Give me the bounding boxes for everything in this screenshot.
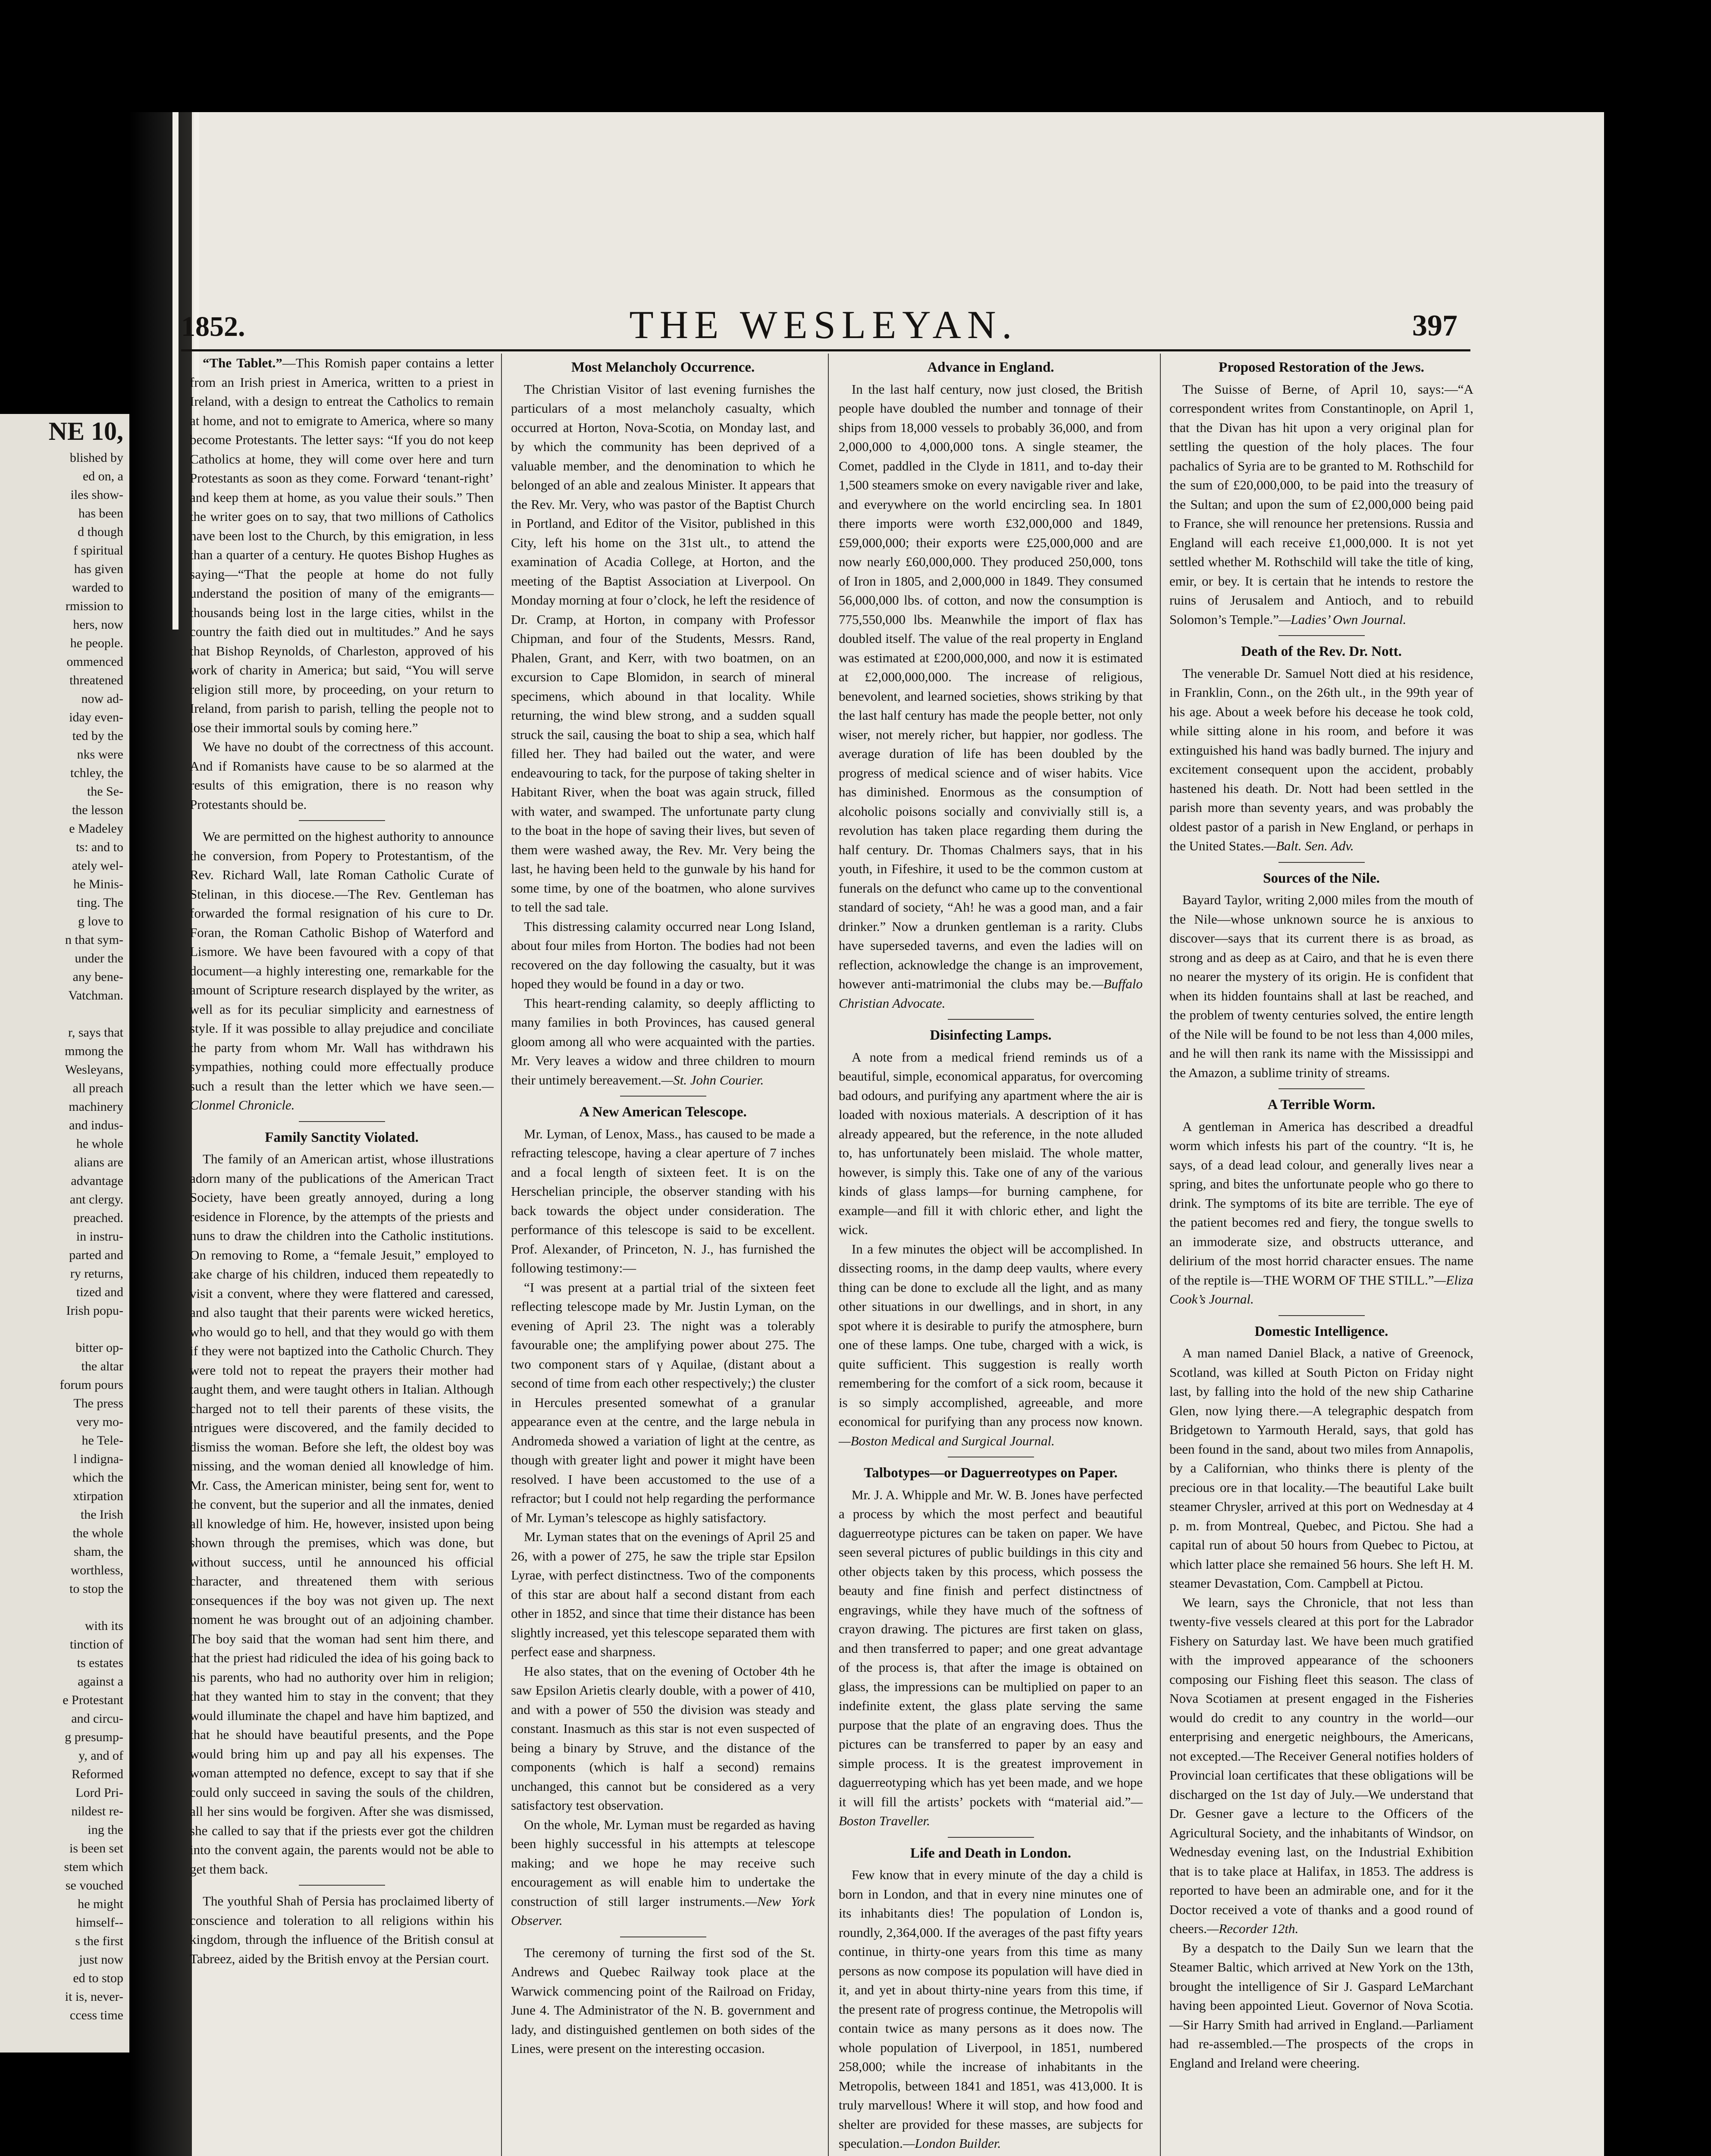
fragment-line: which the [72, 1470, 123, 1485]
fragment-line: and circu- [71, 1711, 123, 1726]
fragment-line: sham, the [74, 1545, 123, 1559]
fragment-line: blished by [69, 451, 123, 465]
paragraph: A note from a medical friend reminds us of a beautiful, simple, economical apparatus, for overcoming bad odours, and purifying any apartment where the air is loaded with noxious materials. A description of it has already appeared, but the reference, in the note alluded to, has unfortunately been mislaid. The whole matter, however, is simply this. Take one of any of the various kinds of glass lamps—for burning camphene, for example—and fill it with chloric ether, and light the wick. [839, 1049, 1143, 1237]
article-heading: Death of the Rev. Dr. Nott. [1241, 644, 1402, 659]
fragment-line: e Madeley [69, 821, 123, 836]
paragraph: Few know that in every minute of the day a child is born in London, and that in every nine minutes one of its inhabitants dies! The population of London is, roundly, 2,364,000. If the averages of the past fifty years continue, in thirty-one years from this time as many persons as now compose its population will have died in it, and yet in about thirty-nine years from this time, if the present rate of progress continue, the Metropolis will contain twice as many persons as it does now. The whole population of Liverpool, in 1851, numbered 258,000; while the increase of inhabitants in the Metropolis, between 1841 and 1851, was 413,000. It is truly marvellous! Where it will stop, and how food and shelter are provided for these masses, are subjects for speculation.—London Builder. [839, 1867, 1143, 2151]
fragment-line [0, 1320, 129, 1338]
fragment-line: ately wel- [72, 859, 123, 873]
fragment-line: hers, now [73, 617, 123, 632]
fragment-line: ry returns, [70, 1266, 123, 1281]
paragraph: “I was present at a partial trial of the sixteen feet reflecting telescope made by Mr. Justin Lyman, on the evening of April 23. The night was a tolerably favourable one; the amplifying power about 275. The two component stars of γ Aquilae, (distant about a second of time from each other respectively;) the cluster in Hercules presented somewhat of a granular appearance even at the centre, and the large nebula in Andromeda showed a variation of light at the centre, as though with greater light and power it might have been resolved. I have been accustomed to the use of a refractor; but I could not help regarding the performance of Mr. Lyman’s telescope as highly satisfactory. [511, 1279, 815, 1525]
fragment-line: parted and [69, 1248, 123, 1262]
masthead-rule [181, 349, 1470, 351]
fragment-line: ed to stop [73, 1971, 123, 1985]
fragment-line: now ad- [81, 692, 123, 706]
fragment-line: mmong the [65, 1044, 123, 1058]
fragment-line: threatened [69, 673, 123, 687]
article-heading: Domestic Intelligence. [1254, 1323, 1388, 1339]
divider [299, 1121, 385, 1122]
paragraph: The family of an American artist, whose illustrations adorn many of the publications of the American Tract Society, have been greatly annoyed, during a long residence in Florence, by the attempts of the priests and nuns to draw the children into the Catholic institutions. On removing to Rome, a “female Jesuit,” employed to take charge of his children, induced them repeatedly to visit a convent, where they were flattered and caressed, and also taught that their parents were wicked heretics, who would go to hell, and that they would go with them if they were not baptized into the Catholic Church. They were told not to repeat the prayers their mother had taught them, and were taught others in Italian. Although charged not to tell their parents of these visits, the intrigues were discovered, and the family decided to dismiss the woman. Before she left, the oldest boy was missing, and the woman denied all knowledge of him. Mr. Cass, the American minister, being sent for, went to the convent, but the superior and all the inmates, denied all knowledge of him. He, however, insisted upon being shown through the premises, which was done, but without success, until he announced his official character, and threatened them with serious consequences if the boy was not given up. The next moment he was brought out of an adjoining chamber. The boy said that the woman had sent him there, and that the priest had ridiculed the idea of his going back to his parents, who had no authority over him in religion; that they wanted him to stay in the convent; that they would illuminate the chapel and have him baptized, and that he should have beautiful presents, and the Pope would bring him up and pay all his expenses. The woman attempted no defence, except to say that if she could only succeed in saving the souls of the children, all her sins would be forgiven. After she was dismissed, she called to say that if the priests ever got the children into the convent again, the parents would not be able to get them back. [190, 1151, 494, 1877]
divider [948, 1019, 1034, 1020]
fragment-header: NE 10, [48, 417, 123, 445]
fragment-line: machinery [69, 1100, 123, 1114]
paragraph: In a few minutes the object will be accomplished. In dissecting rooms, in the damp deep vaults, where every thing can be done to exclude all the light, and as many other situations in our dwellings, and in short, in any spot where it is desirable to purify the atmosphere, burn one of these lamps. One tube, charged with a wick, is quite sufficient. This suggestion is really worth remembering for the comfort of a sick room, because it is so simply accomplished, agreeable, and more economical for purifying than any process now known.—Boston Medical and Surgical Journal. [839, 1241, 1143, 1448]
fragment-line: tchley, the [70, 766, 123, 780]
fragment-line: alians are [74, 1155, 123, 1169]
fragment-line: Lord Pri- [75, 1786, 123, 1800]
fragment-line: l indigna- [73, 1452, 123, 1466]
column-rule [828, 354, 829, 2156]
fragment-line: ommenced [66, 655, 123, 669]
article-lead-title: “The Tablet.” [203, 355, 282, 370]
fragment-line: ing the [88, 1823, 123, 1837]
fragment-line: y, and of [78, 1749, 123, 1763]
fragment-line: forum pours [60, 1378, 123, 1392]
issue-year: 1852. [181, 311, 245, 342]
fragment-line: n that sym- [65, 933, 123, 947]
fragment-line: he might [78, 1897, 123, 1911]
paragraph: We learn, says the Chronicle, that not less than twenty-five vessels cleared at this port for the Labrador Fishery on Saturday last. We have been much gratified with the improved appearance of the schooners composing our Fishing fleet this season. The class of Nova Scotiamen at present engaged in the Fisheries would do credit to any country in the world—our enterprising and energetic neighbours, the Americans, not excepted.—The Receiver General notifies holders of Provincial loan certificates that these obligations will be discharged on the 1st day of July.—We understand that Dr. Gesner gave a lecture to the Officers of the Agricultural Society, and the inhabitants of Windsor, on Wednesday evening last, on the Industrial Exhibition that is to take place at Halifax, in 1853. The address is reported to have been an admirable one, and for it the Doctor received a vote of thanks and a good round of cheers.—Recorder 12th. [1169, 1595, 1473, 1936]
fragment-line: se vouched [65, 1878, 123, 1893]
fragment-line: in instru- [76, 1229, 123, 1244]
fragment-line: s the first [75, 1934, 123, 1948]
article-heading: Sources of the Nile. [1263, 870, 1380, 886]
fragment-line: f spiritual [73, 543, 123, 558]
paragraph: The ceremony of turning the first sod of the St. Andrews and Quebec Railway took place at the Warwick commencing point of the Railroad on Friday, June 4. The Administrator of the N. B. government and lady, and distinguished gentlemen on both sides of the Lines, were present on the interesting occasion. [511, 1945, 815, 2056]
fragment-line: r, says that [68, 1025, 123, 1040]
fragment-line: rmission to [65, 599, 123, 613]
paragraph: The Christian Visitor of last evening furnishes the particulars of a most melancholy casualty, which occurred at Horton, Nova-Scotia, on Monday last, and by which the community has been deprived of a valuable member, and the denomination to which he belonged of an able and zealous Minister. It appears that the Rev. Mr. Very, who was pastor of the Baptist Church in Portland, and Editor of the Visitor, published in this City, left his home on the 31st ult., to attend the examination of Acadia College, at Horton, and the meeting of the Baptist Association at Liverpool. On Monday morning at four o’clock, he left the residence of Dr. Cramp, at Horton, in company with Professor Chipman, and four of the Students, Messrs. Rand, Phalen, Grant, and Kerr, with two boatmen, on an excursion to Cape Blomidon, in search of mineral specimens, which abound in that locality. While returning, the wind blew strong, and a sudden squall struck the sail, causing the boat to ship a sea, which half filled her. They had bailed out the water, and were endeavouring to tack, for the purpose of taking shelter in Habitant River, when the boat was again struck, filled with water, and swamped. The unfortunate party clung to the boat in the hope of saving their lives, but seven of them were washed away, the Rev. Mr. Very being the last, he having been held to the gunwale by his hand for some time, by one of the boatmen, who alone survives to tell the sad tale. [511, 381, 815, 915]
fragment-line: very mo- [76, 1415, 123, 1429]
paragraph: On the whole, Mr. Lyman must be regarded as having been highly successful in his attempts at telescope making; and we hope he may receive such encouragement as will enable him to undertake the construction of still larger instruments.—New York Observer. [511, 1817, 815, 1928]
fragment-line: ed on, a [82, 469, 123, 483]
paragraph: The venerable Dr. Samuel Nott died at his residence, in Franklin, Conn., on the 26th ult., in the 99th year of his age. About a week before his decease he took cold, while sitting alone in his room, and before it was extinguished his hand was badly burned. The injury and excitement consequent upon the accident, probably hastened his death. Dr. Nott had been settled in the parish more than seventy years, and was probably the oldest pastor of a parish in New England, or perhaps in the United States.—Balt. Sen. Adv. [1169, 665, 1473, 853]
binding-strip [172, 112, 179, 630]
paragraph: The Suisse of Berne, of April 10, says:—“A correspondent writes from Constantinople, on April 1, that the Divan has hit upon a very original plan for settling the question of the holy places. The four pachalics of Syria are to be granted to M. Rothschild for the sum of £20,000,000, to be paid into the treasury of the Sultan; and upon the sum of £2,000,000 being paid to France, she will renounce her pretensions. Russia and England will each receive £1,000,000. It is not yet settled whether M. Rothschild will take the title of king, emir, or bey. It is certain that he intends to restore the ruins of Jerusalem and Antioch, and to rebuild Solomon’s Temple.”—Ladies’ Own Journal. [1169, 381, 1473, 627]
binding-gutter [129, 112, 192, 2156]
fragment-line: Wesleyans, [65, 1062, 123, 1077]
divider [948, 1837, 1034, 1838]
fragment-line: e Protestant [63, 1693, 123, 1707]
fragment-line: g love to [78, 914, 123, 928]
divider [299, 820, 385, 821]
paragraph: We have no doubt of the correctness of this account. And if Romanists have cause to be so alarmed at the results of this emigration, there is no reason why Protestants should be. [190, 739, 494, 812]
fragment-line: he whole [76, 1137, 123, 1151]
fragment-line: and indus- [69, 1118, 123, 1132]
masthead [181, 302, 1466, 349]
paragraph: This distressing calamity occurred near Long Island, about four miles from Horton. The bodies had not been recovered on the day following the casualty, but it was hoped they would be found in a day or two. [511, 918, 815, 991]
fragment-line: ts: and to [76, 840, 123, 854]
paragraph: Mr. J. A. Whipple and Mr. W. B. Jones have perfected a process by which the most perfect and beautiful daguerreotype pictures can be taken on paper. We have seen several pictures of public buildings in this city and other objects taken by this process, which possess the beauty and fine finish and perfect distinctness of engravings, while they have much of the softness of crayon drawing. The pictures are first taken on glass, and then transferred to paper; and one great advantage of the process is, that after the image is obtained on glass, the impressions can be multiplied on paper to an indefinite extent, the glass plate serving the same purpose that the plate of an engraving does. Thus the pictures can be transferred to paper by an easy and simple process. It is the greatest improvement in daguerreotyping which has yet been made, and we hope it will fill the artists’ pockets with “material aid.”—Boston Traveller. [839, 1487, 1143, 1828]
divider [1279, 1315, 1365, 1316]
fragment-line: he Tele- [81, 1433, 123, 1448]
article-heading: Talbotypes—or Daguerreotypes on Paper. [864, 1465, 1118, 1481]
fragment-line: iles show- [70, 488, 123, 502]
paragraph: Bayard Taylor, writing 2,000 miles from the mouth of the Nile—whose unknown source he is anxious to discover—says that its current there is as broad, as strong and as deep as at Cairo, and that he is even there no nearer the mystery of its origin. He is confident that when its hidden fountains shall at last be reached, and the problem of twenty centuries solved, the entire length of the Nile will be found to be not less than 4,000 miles, and he will then rank its name with the Mississippi and the Amazon, a sublime trinity of streams. [1169, 892, 1473, 1080]
fragment-line: tinction of [69, 1637, 123, 1651]
fragment-line: tized and [76, 1285, 123, 1299]
fragment-line: stem which [64, 1860, 123, 1874]
fragment-line: xtirpation [73, 1489, 123, 1503]
fragment-line: warded to [72, 580, 123, 595]
fragment-line: to stop the [69, 1582, 123, 1596]
fragment-line: with its [85, 1619, 123, 1633]
divider [1279, 1088, 1365, 1089]
paragraph: Mr. Lyman states that on the evenings of April 25 and 26, with a power of 275, he saw the triple star Epsilon Lyrae, with perfect distinctness. Two of the components of this star are about half a second distant from each other in 1852, and since that time their distance has been slightly increased, yet this telescope separated them with perfect ease and sharpness. [511, 1529, 815, 1659]
fragment-line: ant clergy. [69, 1192, 123, 1206]
article-heading: Most Melancholy Occurrence. [571, 360, 755, 375]
fragment-line: all preach [72, 1081, 123, 1095]
column-3 [839, 354, 1143, 2153]
paragraph: Mr. Lyman, of Lenox, Mass., has caused to be made a refracting telescope, having a clear aperture of 7 inches and a focal length of sixteen feet. It is on the Herschelian principle, the observer standing with his back towards the object under consideration. The performance of this telescope is said to be excellent. Prof. Alexander, of Princeton, N. J., has furnished the following testimony:— [511, 1126, 815, 1275]
fragment-line [0, 1598, 129, 1617]
paragraph: We are permitted on the highest authority to announce the conversion, from Popery to Protestantism, of the Rev. Richard Wall, late Roman Catholic Curate of Stelinan, in this diocese.—The Rev. Gentleman has forwarded the formal resignation of his cure to Dr. Foran, the Roman Catholic Bishop of Waterford and Lismore. We have been favoured with a copy of that document—a highly interesting one, remarkable for the amount of Scripture research displayed by the writer, as well as for its peculiar simplicity and earnestness of style. If it was possible to allay prejudice and conciliate the party from whom Mr. Wall has withdrawn his sympathies, nothing could more effectually produce such a result than the letter which we have seen.—Clonmel Chronicle. [190, 829, 494, 1112]
fragment-line: the lesson [72, 803, 123, 817]
fragment-line: worthless, [70, 1563, 123, 1577]
article-heading: Disinfecting Lamps. [930, 1028, 1052, 1043]
fragment-line: himself-- [76, 1915, 123, 1930]
divider [1279, 862, 1365, 863]
previous-page-fragment [0, 414, 129, 2053]
article-tablet: “The Tablet.”—This Romish paper contains a letter from an Irish priest in America, written to a priest in Ireland, with a design to entreat the Catholics to remain at home, and not to emigrate to America, where so many become Protestants. The letter says: “If you do not keep Catholics at home, they will come over here and turn Protestants as soon as they come. Forward ‘tenant-right’ and keep them at home, as you value their souls.” Then the writer goes on to say, that two millions of Catholics have been lost to the Church, by this emigration, in less than a quarter of a century. He quotes Bishop Hughes as saying—“That the people at home do not fully understand the position of many of the emigrants—thousands being lost in the large cities, whilst in the country the faith died out in multitudes.” And he says that Bishop Reynolds, of Charleston, approved of his work of charity in America; but said, “You will serve religion still more, by proceeding, on your return to Ireland, from parish to parish, telling the people not to lose their immortal souls by coming here.” [190, 355, 494, 735]
divider [299, 1885, 385, 1886]
fragment-line: is been set [69, 1841, 123, 1855]
fragment-line: d though [78, 525, 123, 539]
column-4 [1169, 354, 1473, 2073]
article-heading: Family Sanctity Violated. [265, 1129, 419, 1145]
fragment-line: he Minis- [73, 877, 123, 891]
paragraph: A man named Daniel Black, a native of Greenock, Scotland, was killed at South Picton on Friday night last, by falling into the hold of the new ship Catharine Glen, now lying there.—A telegraphic despatch from Bridgetown to Yarmouth Herald, says, that gold has been found in the sand, about two miles from Annapolis, by a Californian, who thinks there is plenty of the precious ore in that locality.—The beautiful Lake built steamer Chrysler, arrived at this port on Wednesday at 4 p. m. from Montreal, Quebec, and Pictou. She had a capital run of about 50 hours from Quebec to Pictou, at which latter place she remained 56 hours. She left H. M. steamer Devastation, Com. Campbell at Pictou. [1169, 1345, 1473, 1591]
fragment-line: preached. [73, 1211, 123, 1225]
fragment-lines [0, 448, 129, 2024]
column-2 [511, 354, 815, 2059]
fragment-line: Irish popu- [66, 1304, 123, 1318]
fragment-line: bitter op- [75, 1341, 123, 1355]
fragment-line: he people. [70, 636, 123, 650]
paragraph: A gentleman in America has described a dreadful worm which infests his part of the country. “It is, he says, of a dead lead colour, and generally lives near a spring, and bites the unfortunate people who go there to drink. The symptoms of its bite are terrible. The eye of the patient becomes red and fiery, the tongue swells to an immoderate size, and obstructs utterance, and delirium of the most horrid character ensues. The name of the reptile is—THE WORM OF THE STILL.”—Eliza Cook’s Journal. [1169, 1119, 1473, 1307]
divider [620, 1096, 706, 1097]
page-number: 397 [1412, 309, 1457, 342]
newspaper-title: THE WESLEYAN. [629, 303, 1018, 347]
fragment-line: just now [79, 1952, 123, 1967]
fragment-line: The press [73, 1396, 123, 1410]
paragraph: The youthful Shah of Persia has proclaimed liberty of conscience and toleration to all religions within his kingdom, through the influence of the British consul at Tabreez, aided by the British envoy at the Persian court. [190, 1893, 494, 1966]
fragment-line: the Se- [87, 784, 123, 799]
paragraph: This heart-rending calamity, so deeply afflicting to many families in both Provinces, has caused general gloom among all who were acquainted with the parties. Mr. Very leaves a widow and three children to mourn their untimely bereavement.—St. John Courier. [511, 995, 815, 1087]
fragment-line: has been [78, 506, 123, 520]
fragment-line: ccess time [69, 2008, 123, 2022]
fragment-line: ted by the [72, 729, 123, 743]
fragment-line: g presump- [65, 1730, 123, 1744]
fragment-line: the whole [72, 1526, 123, 1540]
paragraph: In the last half century, now just closed, the British people have doubled the number and tonnage of their ships from 18,000 vessels to probably 36,000, and from 2,000,000 to 4,000,000 tons. A single steamer, the Comet, paddled in the Clyde in 1811, and to-day their 1,500 steamers smoke on every navigable river and lake, and everywhere on the world encircling sea. In 1801 there imports were worth £32,000,000 and 1849, £59,000,000; their exports were £25,000,000 and are now nearly £60,000,000. They produced 250,000, tons of Iron in 1805, and 2,000,000 in 1849. They consumed 56,000,000 lbs. of cotton, and now the consumption is 775,550,000 lbs. Meanwhile the import of flax has doubled itself. The value of the real property in England was estimated at £200,000,000, and now it is estimated at £2,000,000,000. The increase of religious, benevolent, and learned societies, shows striking by that the last half century has made the people better, not only wiser, not merely richer, but happier, nor godless. The average duration of life has been doubled by the progress of medical science and of wiser habits. Vice has diminished. Enormous as the consumption of alcoholic poisons socially and convivially still is, a revolution has taken place regarding them during the half century. Dr. Thomas Chalmers says, that in his youth, in Fifeshire, it used to be the common custom at funerals on the defunct who came up to the conventional standard of society, “Ah! he was a good man, and a fair drinker.” Now a drunken gentleman is a rarity. Clubs have superseded taverns, and even the ladies will on reflection, acknowledge the change is an improvement, however anti-matrimonial the clubs may be.—Buffalo Christian Advocate. [839, 381, 1143, 1011]
fragment-line: advantage [71, 1174, 123, 1188]
fragment-line: Reformed [72, 1767, 123, 1781]
column-rule [1160, 354, 1161, 2156]
fragment-line [0, 1005, 129, 1023]
fragment-line: has given [74, 562, 123, 576]
fragment-line: the Irish [80, 1507, 123, 1522]
divider [1279, 635, 1365, 636]
column-1 [190, 354, 494, 1968]
fragment-line: ts estates [77, 1656, 123, 1670]
article-heading: A Terrible Worm. [1267, 1097, 1376, 1112]
column-rule [501, 354, 502, 2156]
fragment-line: any bene- [72, 970, 123, 984]
fragment-line: nildest re- [71, 1804, 123, 1818]
article-heading: A New American Telescope. [579, 1104, 747, 1120]
paragraph: He also states, that on the evening of October 4th he saw Epsilon Arietis clearly double, with a power of 410, and with a power of 550 the division was steady and constant. Inasmuch as this star is not even suspected of being a binary by Struve, and the distance of the components (which is half a second) remains unchanged, this cannot but be considered as a very satisfactory test observation. [511, 1663, 815, 1813]
fragment-line: nks were [77, 747, 123, 761]
article-heading: Proposed Restoration of the Jews. [1219, 360, 1424, 375]
fragment-line: under the [75, 951, 123, 965]
article-heading: Life and Death in London. [910, 1845, 1072, 1861]
paragraph: By a despatch to the Daily Sun we learn that the Steamer Baltic, which arrived at New York on the 13th, brought the intelligence of Sir J. Gaspard LeMarchant having been appointed Lieut. Governor of Nova Scotia.—Sir Harry Smith had arrived in England.—Parliament had re-assembled.—The prospects of the crops in England and Ireland were cheering. [1169, 1940, 1473, 2071]
fragment-line: Vatchman. [68, 988, 123, 1003]
article-heading: Advance in England. [927, 360, 1054, 375]
fragment-line: against a [78, 1674, 123, 1689]
fragment-line: ting. The [77, 896, 123, 910]
fragment-line: iday even- [69, 710, 123, 724]
fragment-line: it is, never- [65, 1990, 123, 2004]
fragment-line: the altar [81, 1359, 123, 1373]
